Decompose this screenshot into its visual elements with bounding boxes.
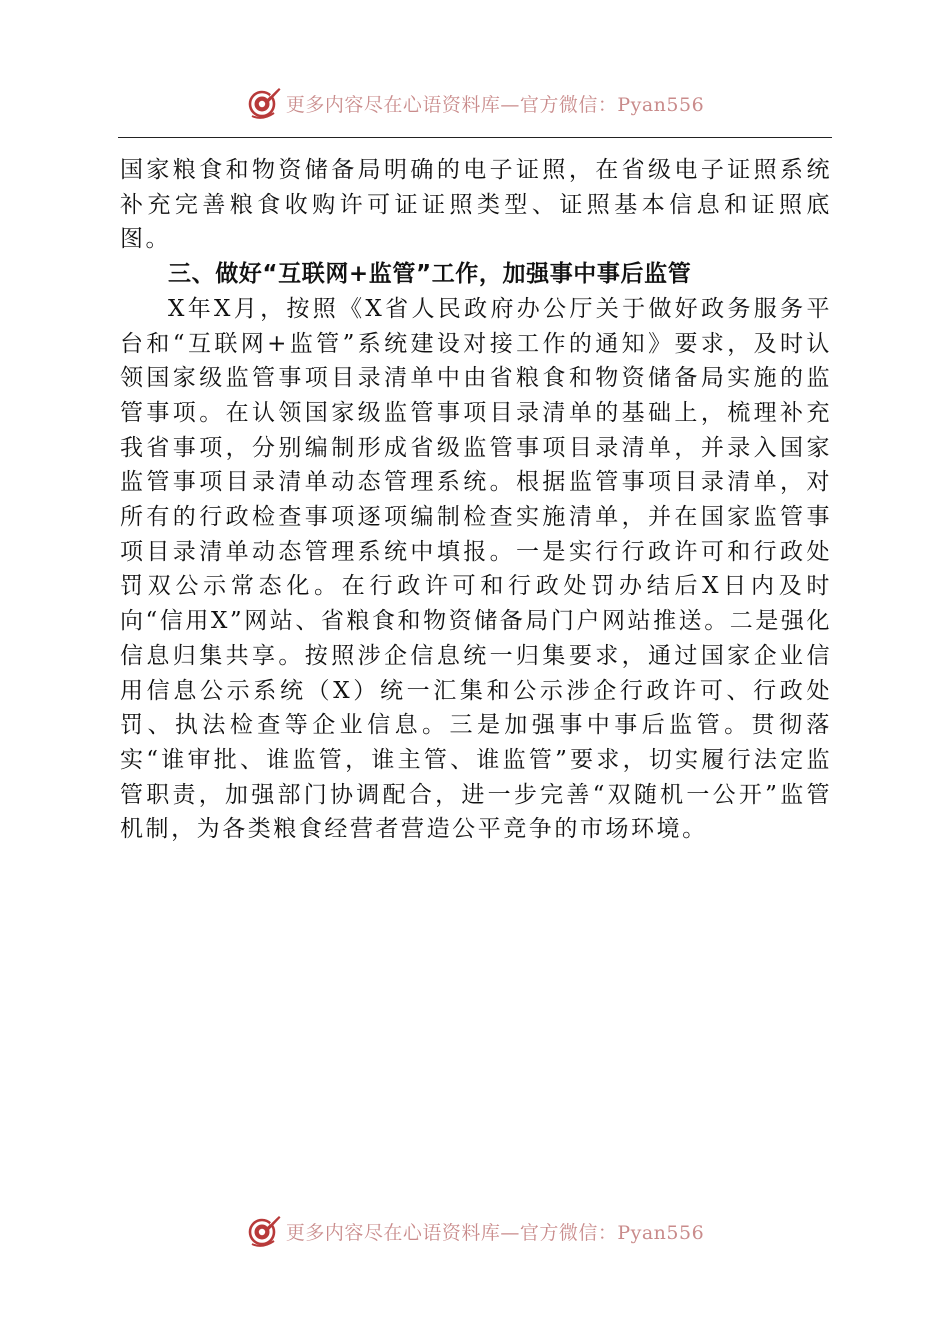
header-banner: [246, 85, 704, 121]
section-heading: 三、做好“互联网+监管”工作，加强事中事后监管: [168, 261, 692, 288]
footer-banner-text: 更多内容尽在心语资料库—官方微信：Pyan556: [285, 1221, 705, 1244]
document-body: [120, 153, 832, 847]
header-banner-text: 更多内容尽在心语资料库—官方微信：Pyan556: [285, 93, 705, 116]
quill-seal-icon: [246, 1213, 282, 1249]
quill-seal-icon: [246, 85, 282, 121]
header-divider: [118, 137, 832, 138]
page-footer: [0, 1206, 950, 1256]
footer-banner: [246, 1213, 704, 1249]
intro-paragraph: 国家粮食和物资储备局明确的电子证照，在省级电子证照系统补充完善粮食收购许可证证照类型、证照基本信息和证照底图。: [120, 157, 832, 253]
body-paragraph: X年X月，按照《X省人民政府办公厅关于做好政务服务平台和“互联网+监管”系统建设对接工作的通知》要求，及时认领国家级监管事项目录清单中由省粮食和物资储备局实施的监管事项。在认领国家级监管事项目录清单的基础上，梳理补充我省事项，分别编制形成省级监管事项目录清单，并录入国家监管事项目录清单动态管理系统。根据监管事项目录清单，对所有的行政检查事项逐项编制检查实施清单，并在国家监管事项目录清单动态管理系统中填报。一是实行行政许可和行政处罚双公示常态化。在行政许可和行政处罚办结后X日内及时向“信用X”网站、省粮食和物资储备局门户网站推送。二是强化信息归集共享。按照涉企信息统一归集要求，通过国家企业信用信息公示系统（X）统一汇集和公示涉企行政许可、行政处罚、执法检查等企业信息。三是加强事中事后监管。贯彻落实“谁审批、谁监管，谁主管、谁监管”要求，切实履行法定监管职责，加强部门协调配合，进一步完善“双随机一公开”监管机制，为各类粮食经营者营造公平竞争的市场环境。: [120, 295, 832, 843]
page-header: [0, 78, 950, 128]
